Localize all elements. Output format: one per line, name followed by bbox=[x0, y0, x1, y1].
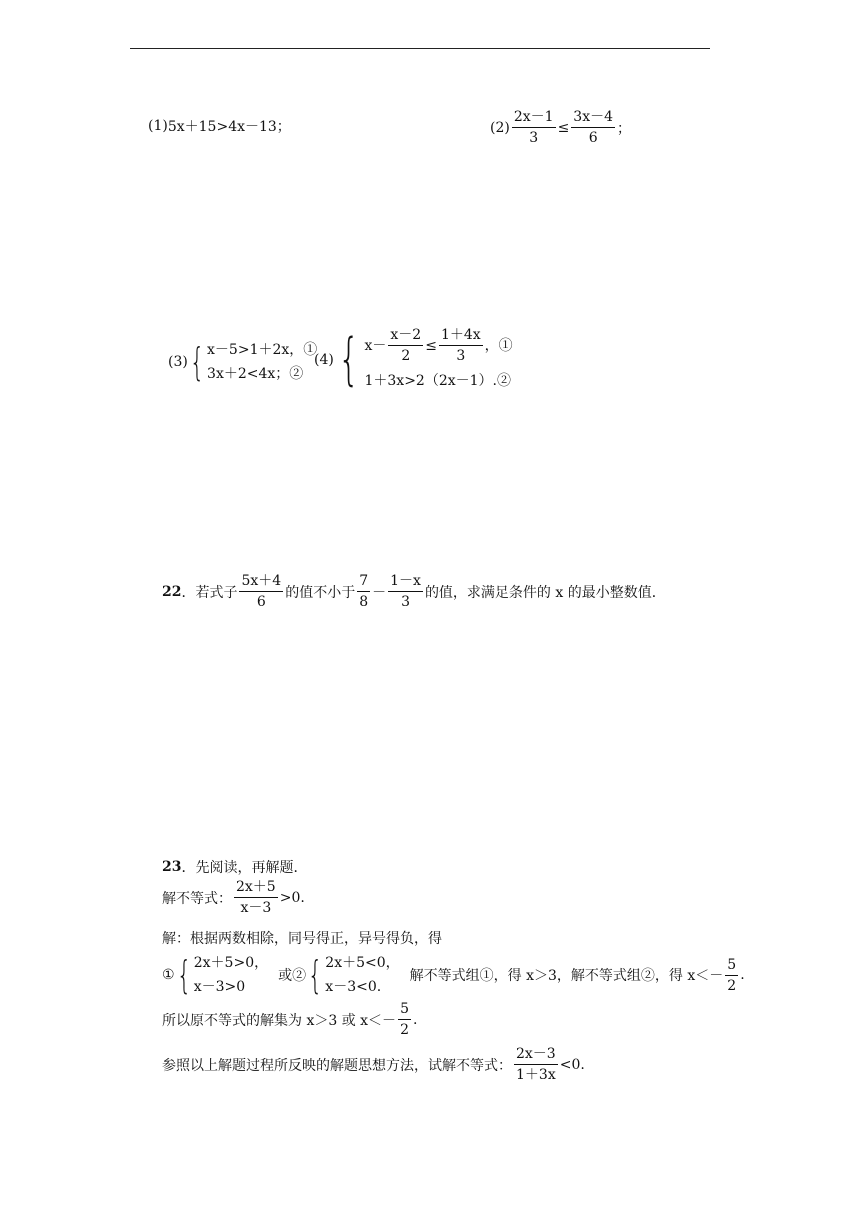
system-1-line-2: x－3>0 bbox=[193, 979, 246, 995]
problem-4-line-2: 1＋3x>2（2x－1）.② bbox=[364, 373, 511, 389]
fraction-denominator: 2 bbox=[400, 1022, 409, 1038]
problem-4-line-1 bbox=[364, 326, 512, 365]
question-23-line-3: 解：根据两数相除，同号得正，异号得负，得 bbox=[162, 931, 442, 947]
question-23-line-6-end: <0. bbox=[559, 1056, 585, 1073]
question-23-line-6-text: 参照以上解题过程所反映的解题思想方法，试解不等式： bbox=[162, 1057, 512, 1074]
question-23-line-5-end: . bbox=[412, 1011, 418, 1028]
question-23-number: 23 bbox=[162, 859, 182, 875]
question-23-line-5-text: 所以原不等式的解集为 x＞3 或 x＜－ bbox=[162, 1012, 397, 1029]
question-23-line-6 bbox=[162, 1045, 585, 1084]
fraction-denominator: 3 bbox=[456, 348, 466, 364]
system-2-line-1: 2x＋5<0， bbox=[325, 955, 400, 971]
question-23-line-2-end: >0. bbox=[279, 889, 305, 906]
problem-2-end: ； bbox=[617, 120, 632, 137]
question-22-fraction-3 bbox=[388, 572, 423, 611]
question-23-line-5 bbox=[162, 1000, 417, 1039]
question-23-line-4-fraction bbox=[725, 956, 738, 995]
question-23-line-4-end: . bbox=[740, 967, 745, 983]
fraction-numerator: 2x－3 bbox=[514, 1045, 558, 1065]
problem-4-operator: ≤ bbox=[425, 337, 437, 354]
problem-2 bbox=[490, 108, 631, 147]
fraction-denominator: 3 bbox=[401, 594, 410, 610]
problem-4-system bbox=[334, 326, 513, 393]
question-22-minus: － bbox=[372, 584, 387, 601]
fraction-numerator: 7 bbox=[357, 572, 370, 592]
problem-3-system bbox=[188, 338, 317, 386]
problem-3-line-1: x－5>1＋2x，① bbox=[207, 342, 318, 358]
fraction-denominator: x－3 bbox=[240, 900, 272, 916]
fraction-denominator: 1＋3x bbox=[516, 1067, 556, 1083]
question-23-line-5-fraction bbox=[398, 1000, 411, 1039]
fraction-numerator: x－2 bbox=[388, 326, 423, 346]
question-22-text-3: 的值，求满足条件的 x 的最小整数值． bbox=[424, 584, 666, 601]
fraction-denominator: 3 bbox=[529, 130, 539, 146]
question-23-title-text: ．先阅读，再解题． bbox=[181, 860, 308, 876]
problem-1 bbox=[148, 116, 291, 136]
fraction-numerator: 5x＋4 bbox=[239, 572, 283, 592]
fraction-numerator: 1－x bbox=[388, 572, 423, 592]
question-23-line-2 bbox=[162, 878, 305, 917]
problem-4-label: (4) bbox=[314, 351, 334, 368]
question-23-fraction bbox=[234, 878, 278, 917]
left-brace-icon: { bbox=[176, 953, 191, 997]
question-23-line-4 bbox=[162, 951, 745, 999]
system-2-line-2: x－3<0. bbox=[325, 979, 382, 995]
question-22-text-1: ．若式子 bbox=[181, 584, 238, 601]
problem-2-operator: ≤ bbox=[557, 119, 570, 136]
problem-3 bbox=[168, 338, 317, 386]
question-23-line-2-text: 解不等式： bbox=[162, 890, 232, 907]
problem-4-line-1-end: ，① bbox=[484, 337, 513, 354]
left-brace-icon: { bbox=[307, 953, 323, 997]
fraction-numerator: 5 bbox=[725, 956, 738, 976]
left-brace-icon: { bbox=[337, 326, 360, 392]
problem-2-lhs-fraction bbox=[512, 108, 556, 147]
question-23-title bbox=[162, 857, 307, 877]
problem-2-rhs-fraction bbox=[571, 108, 615, 147]
fraction-denominator: 2 bbox=[401, 348, 411, 364]
system-1-line-1: 2x＋5>0， bbox=[193, 955, 269, 971]
fraction-numerator: 1＋4x bbox=[439, 326, 483, 346]
question-22-fraction-2 bbox=[357, 572, 370, 611]
header-rule bbox=[130, 48, 710, 49]
question-22-number: 22 bbox=[162, 583, 182, 600]
left-brace-icon: { bbox=[189, 340, 205, 384]
problem-2-label: (2) bbox=[490, 119, 510, 136]
fraction-numerator: 2x－1 bbox=[512, 108, 556, 128]
problem-1-text: 5x＋15>4x－13； bbox=[167, 119, 291, 135]
system-2 bbox=[306, 951, 400, 999]
problem-4-term: x－ bbox=[364, 337, 387, 354]
fraction-denominator: 6 bbox=[256, 594, 266, 610]
problem-4-fraction-2 bbox=[439, 326, 483, 365]
problem-3-label: (3) bbox=[168, 354, 188, 370]
problem-4 bbox=[314, 326, 513, 393]
fraction-denominator: 8 bbox=[359, 594, 369, 610]
circle-one-marker: ① bbox=[162, 967, 175, 983]
question-22-text-2: 的值不小于 bbox=[285, 584, 356, 601]
question-22-fraction-1 bbox=[239, 572, 283, 611]
fraction-denominator: 2 bbox=[727, 977, 737, 994]
fraction-numerator: 2x＋5 bbox=[234, 878, 278, 898]
fraction-numerator: 5 bbox=[398, 1000, 411, 1020]
or-marker: 或② bbox=[278, 968, 307, 984]
problem-3-line-2: 3x＋2<4x；② bbox=[207, 366, 304, 382]
system-1 bbox=[175, 951, 269, 999]
fraction-denominator: 6 bbox=[588, 130, 598, 146]
question-23-line-4-text: 解不等式组①，得 x＞3，解不等式组②，得 x＜－ bbox=[409, 968, 724, 984]
problem-1-label: (1) bbox=[148, 118, 168, 134]
question-23-line-6-fraction bbox=[514, 1045, 558, 1084]
problem-4-fraction-1 bbox=[388, 326, 423, 365]
fraction-numerator: 3x－4 bbox=[571, 108, 615, 128]
question-22 bbox=[162, 572, 666, 611]
